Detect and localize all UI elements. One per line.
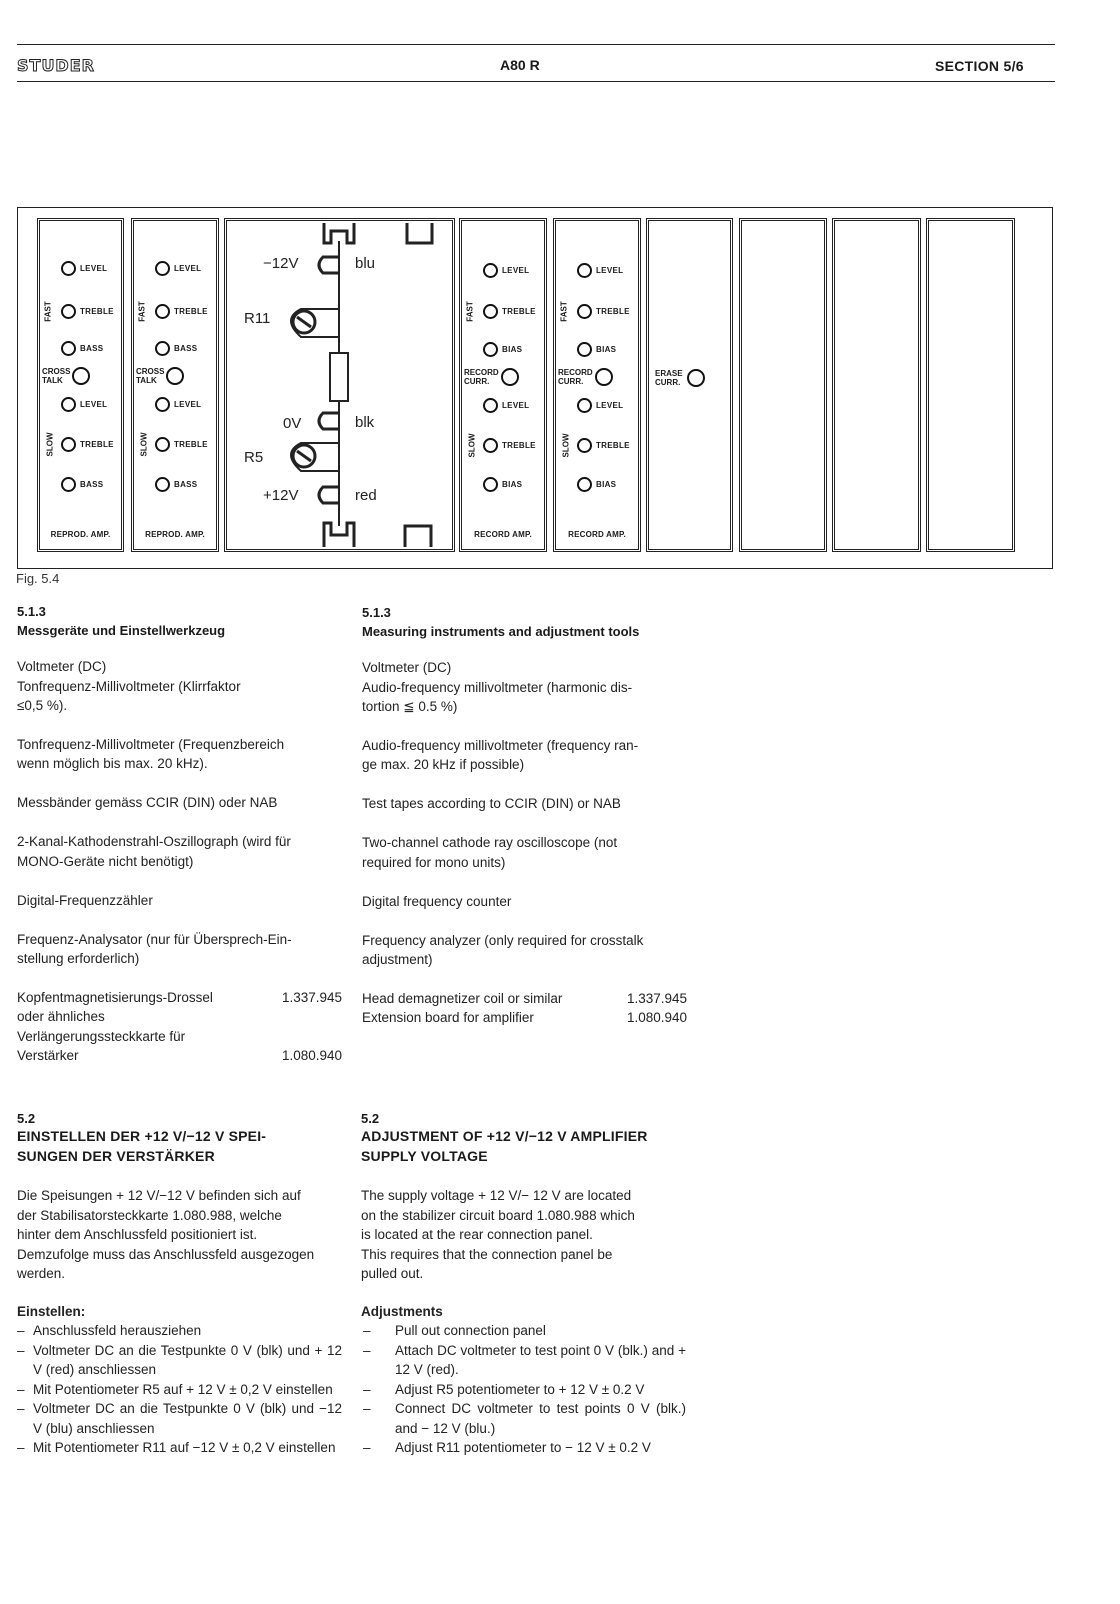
- text-line: The supply voltage + 12 V/− 12 V are located: [361, 1188, 632, 1203]
- text-line: adjustment): [362, 952, 433, 967]
- text-line: Frequenz-Analysator (nur für Übersprech-Ein-: [17, 931, 292, 947]
- header-section: SECTION 5/6: [935, 58, 1024, 74]
- bias-knob[interactable]: [483, 477, 498, 492]
- text-line: werden.: [17, 1266, 66, 1281]
- figure-caption: Fig. 5.4: [16, 571, 60, 586]
- text-line: Tonfrequenz-Millivoltmeter (Frequenzbereich: [17, 736, 285, 752]
- text-line: der Stabilisatorsteckkarte 1.080.988, welche: [17, 1207, 282, 1223]
- text-line: hinter dem Anschlussfeld positioniert ist.: [17, 1227, 258, 1242]
- text-line: MONO-Geräte nicht benötigt): [17, 853, 194, 869]
- bass-label: BASS: [174, 480, 198, 489]
- card-title: REPROD. AMP.: [50, 530, 111, 539]
- erase-curr-label-1: ERASE: [655, 369, 683, 378]
- level-label: LEVEL: [596, 266, 624, 275]
- record-curr-label-2: CURR.: [558, 377, 584, 386]
- level-knob[interactable]: [483, 398, 498, 413]
- treble-label: TREBLE: [174, 307, 208, 316]
- list-item: – Connect DC voltmeter to test points 0 V (blk.) and − 12 V (blu.): [361, 1399, 686, 1438]
- text-line: Tonfrequenz-Millivoltmeter (Klirrfaktor: [17, 678, 241, 694]
- record-curr-label-1: RECORD: [464, 368, 499, 377]
- crosstalk-label-1: CROSS: [136, 367, 165, 376]
- level-knob[interactable]: [577, 263, 592, 278]
- record-amp-card-1: [459, 218, 547, 552]
- treble-knob[interactable]: [577, 304, 592, 319]
- level-knob[interactable]: [577, 398, 592, 413]
- treble-label: TREBLE: [596, 307, 630, 316]
- stabilizer-drawing: [227, 221, 452, 549]
- bass-label: BASS: [174, 344, 198, 353]
- treble-knob[interactable]: [155, 304, 170, 319]
- part-number: 1.337.945: [281, 989, 342, 1005]
- reprod-amp-card-2: [131, 218, 219, 552]
- text-line: wenn möglich bis max. 20 kHz).: [17, 756, 208, 771]
- level-label: LEVEL: [80, 264, 108, 273]
- fast-label: FAST: [465, 301, 475, 322]
- card-title: REPROD. AMP.: [145, 530, 205, 539]
- section-52-en: [361, 1111, 686, 1458]
- erase-curr-knob[interactable]: [687, 369, 705, 387]
- header-model: A80 R: [500, 57, 540, 73]
- section-number: 5.1.3: [17, 604, 46, 619]
- text-line: Kopfentmagnetisierungs-Drossel: [17, 989, 213, 1005]
- level-label: LEVEL: [502, 401, 530, 410]
- bass-label: BASS: [80, 480, 104, 489]
- section-513-en: [362, 605, 687, 1028]
- steps-list: [361, 1321, 686, 1458]
- treble-knob[interactable]: [483, 438, 498, 453]
- subheading: Einstellen:: [17, 1303, 86, 1319]
- section-title-line: EINSTELLEN DER +12 V/−12 V SPEI-: [17, 1128, 267, 1144]
- bias-label: BIAS: [502, 480, 523, 489]
- treble-knob[interactable]: [155, 437, 170, 452]
- record-curr-label-2: CURR.: [464, 377, 490, 386]
- level-label: LEVEL: [596, 401, 624, 410]
- steps-list: [17, 1321, 342, 1458]
- crosstalk-knob[interactable]: [72, 367, 90, 385]
- list-item: – Voltmeter DC an die Testpunkte 0 V (blk) und −12 V (blu) anschliessen: [17, 1399, 342, 1438]
- text-line: Test tapes according to CCIR (DIN) or NAB: [362, 795, 621, 811]
- blank-slot-1: [739, 218, 827, 552]
- level-knob[interactable]: [61, 397, 76, 412]
- bass-knob[interactable]: [61, 477, 76, 492]
- slow-label: SLOW: [561, 433, 571, 458]
- treble-knob[interactable]: [61, 304, 76, 319]
- text-line: Digital-Frequenzzähler: [17, 893, 153, 908]
- section-513-de: [17, 604, 342, 1066]
- erase-curr-label-2: CURR.: [655, 378, 681, 387]
- zero-volt-label: 0V: [283, 415, 302, 432]
- part-number: 1.337.945: [626, 990, 687, 1006]
- text-line: ≤0,5 %).: [17, 698, 68, 713]
- text-line: 2-Kanal-Kathodenstrahl-Oszillograph (wird für: [17, 834, 291, 849]
- crosstalk-knob[interactable]: [166, 367, 184, 385]
- crosstalk-label-1: CROSS: [42, 367, 71, 376]
- treble-label: TREBLE: [502, 307, 536, 316]
- text-line: Verlängerungssteckkarte für: [17, 1028, 186, 1044]
- text-line: oder ähnliches: [17, 1009, 105, 1024]
- section-number: 5.2: [361, 1111, 380, 1126]
- subheading: Adjustments: [361, 1303, 443, 1319]
- section-title: Messgeräte und Einstellwerkzeug: [17, 623, 226, 638]
- treble-label: TREBLE: [80, 440, 114, 449]
- level-knob[interactable]: [155, 397, 170, 412]
- text-line: Voltmeter (DC): [362, 660, 452, 675]
- card-title: RECORD AMP.: [568, 530, 626, 539]
- section-title-line: ADJUSTMENT OF +12 V/−12 V AMPLIFIER: [361, 1128, 648, 1144]
- studer-logo: STUDER: [17, 56, 95, 75]
- slow-label: SLOW: [139, 432, 149, 457]
- text-line: Extension board for amplifier: [362, 1010, 534, 1025]
- text-line: Voltmeter (DC): [17, 659, 107, 674]
- crosstalk-label-2: TALK: [136, 376, 157, 385]
- r5-label: R5: [244, 449, 264, 466]
- header-top-rule: [17, 44, 1055, 45]
- section-title-line: SUNGEN DER VERSTÄRKER: [17, 1148, 215, 1164]
- record-curr-knob[interactable]: [595, 368, 613, 386]
- text-line: Messbänder gemäss CCIR (DIN) oder NAB: [17, 794, 278, 810]
- text-line: Audio-frequency millivoltmeter (harmonic dis-: [362, 679, 633, 695]
- text-line: Verstärker: [17, 1048, 79, 1063]
- blu-label: blu: [355, 255, 376, 272]
- red-label: red: [355, 487, 377, 504]
- record-curr-label-1: RECORD: [558, 368, 593, 377]
- record-curr-knob[interactable]: [501, 368, 519, 386]
- r11-label: R11: [244, 310, 271, 327]
- text-line: Demzufolge muss das Anschlussfeld ausgezogen: [17, 1246, 315, 1262]
- treble-knob[interactable]: [577, 438, 592, 453]
- bass-label: BASS: [80, 344, 104, 353]
- slow-label: SLOW: [467, 433, 477, 458]
- bias-knob[interactable]: [483, 342, 498, 357]
- text-line: ge max. 20 kHz if possible): [362, 757, 525, 772]
- text-line: Two-channel cathode ray oscilloscope (not: [362, 835, 618, 850]
- blank-slot-2: [832, 218, 921, 552]
- level-label: LEVEL: [174, 400, 202, 409]
- fast-label: FAST: [43, 301, 53, 322]
- level-knob[interactable]: [155, 261, 170, 276]
- header-bottom-rule: [17, 81, 1055, 82]
- bass-knob[interactable]: [61, 341, 76, 356]
- bass-knob[interactable]: [155, 341, 170, 356]
- list-item: – Voltmeter DC an die Testpunkte 0 V (blk) und + 12 V (red) anschliessen: [17, 1341, 342, 1380]
- bias-knob[interactable]: [577, 342, 592, 357]
- list-item: – Mit Potentiometer R11 auf −12 V ± 0,2 V einstellen: [17, 1438, 342, 1458]
- text-line: Frequency analyzer (only required for crosstalk: [362, 932, 644, 948]
- card-title: RECORD AMP.: [474, 530, 532, 539]
- level-label: LEVEL: [174, 264, 202, 273]
- text-line: tortion ≦ 0.5 %): [362, 699, 458, 714]
- bias-label: BIAS: [596, 480, 617, 489]
- level-label: LEVEL: [80, 400, 108, 409]
- record-amp-card-2: [553, 218, 641, 552]
- text-line: stellung erforderlich): [17, 951, 140, 966]
- bias-label: BIAS: [502, 345, 523, 354]
- stabilizer-card: [224, 218, 455, 552]
- level-knob[interactable]: [61, 261, 76, 276]
- list-item: – Adjust R5 potentiometer to + 12 V ± 0.2 V: [361, 1380, 686, 1400]
- list-item: – Anschlussfeld herausziehen: [17, 1321, 342, 1341]
- fast-label: FAST: [137, 301, 147, 322]
- list-item: – Mit Potentiometer R5 auf + 12 V ± 0,2 V einstellen: [17, 1380, 342, 1400]
- fast-label: FAST: [559, 301, 569, 322]
- section-52-de: [17, 1111, 342, 1458]
- section-number: 5.1.3: [362, 605, 391, 620]
- plus12v-label: +12V: [263, 487, 299, 504]
- part-number: 1.080.940: [281, 1048, 342, 1063]
- reprod-amp-card-1: [37, 218, 124, 552]
- text-line: is located at the rear connection panel.: [361, 1227, 593, 1242]
- erase-card: [646, 218, 733, 552]
- section-title: Measuring instruments and adjustment tools: [362, 624, 640, 639]
- crosstalk-label-2: TALK: [42, 376, 63, 385]
- text-line: Digital frequency counter: [362, 894, 512, 909]
- level-label: LEVEL: [502, 266, 530, 275]
- text-line: Die Speisungen + 12 V/−12 V befinden sich auf: [17, 1188, 301, 1203]
- text-line: pulled out.: [361, 1266, 424, 1281]
- text-line: required for mono units): [362, 854, 506, 870]
- slow-label: SLOW: [45, 432, 55, 457]
- level-knob[interactable]: [483, 263, 498, 278]
- treble-label: TREBLE: [174, 440, 208, 449]
- treble-knob[interactable]: [483, 304, 498, 319]
- text-line: Head demagnetizer coil or similar: [362, 990, 563, 1006]
- treble-label: TREBLE: [502, 441, 536, 450]
- section-number: 5.2: [17, 1111, 36, 1126]
- list-item: – Pull out connection panel: [361, 1321, 686, 1341]
- treble-label: TREBLE: [80, 307, 114, 316]
- bias-label: BIAS: [596, 345, 617, 354]
- part-number: 1.080.940: [626, 1010, 687, 1025]
- section-title-line: SUPPLY VOLTAGE: [361, 1148, 488, 1164]
- blk-label: blk: [355, 414, 375, 431]
- minus12v-label: −12V: [263, 255, 299, 272]
- treble-knob[interactable]: [61, 437, 76, 452]
- list-item: – Adjust R11 potentiometer to − 12 V ± 0.2 V: [361, 1438, 686, 1458]
- blank-slot-3: [926, 218, 1015, 552]
- text-line: This requires that the connection panel be: [361, 1246, 613, 1262]
- text-line: Audio-frequency millivoltmeter (frequency ran-: [362, 737, 639, 753]
- text-line: on the stabilizer circuit board 1.080.988 which: [361, 1207, 635, 1223]
- treble-label: TREBLE: [596, 441, 630, 450]
- bass-knob[interactable]: [155, 477, 170, 492]
- bias-knob[interactable]: [577, 477, 592, 492]
- list-item: – Attach DC voltmeter to test point 0 V (blk.) and + 12 V (red).: [361, 1341, 686, 1380]
